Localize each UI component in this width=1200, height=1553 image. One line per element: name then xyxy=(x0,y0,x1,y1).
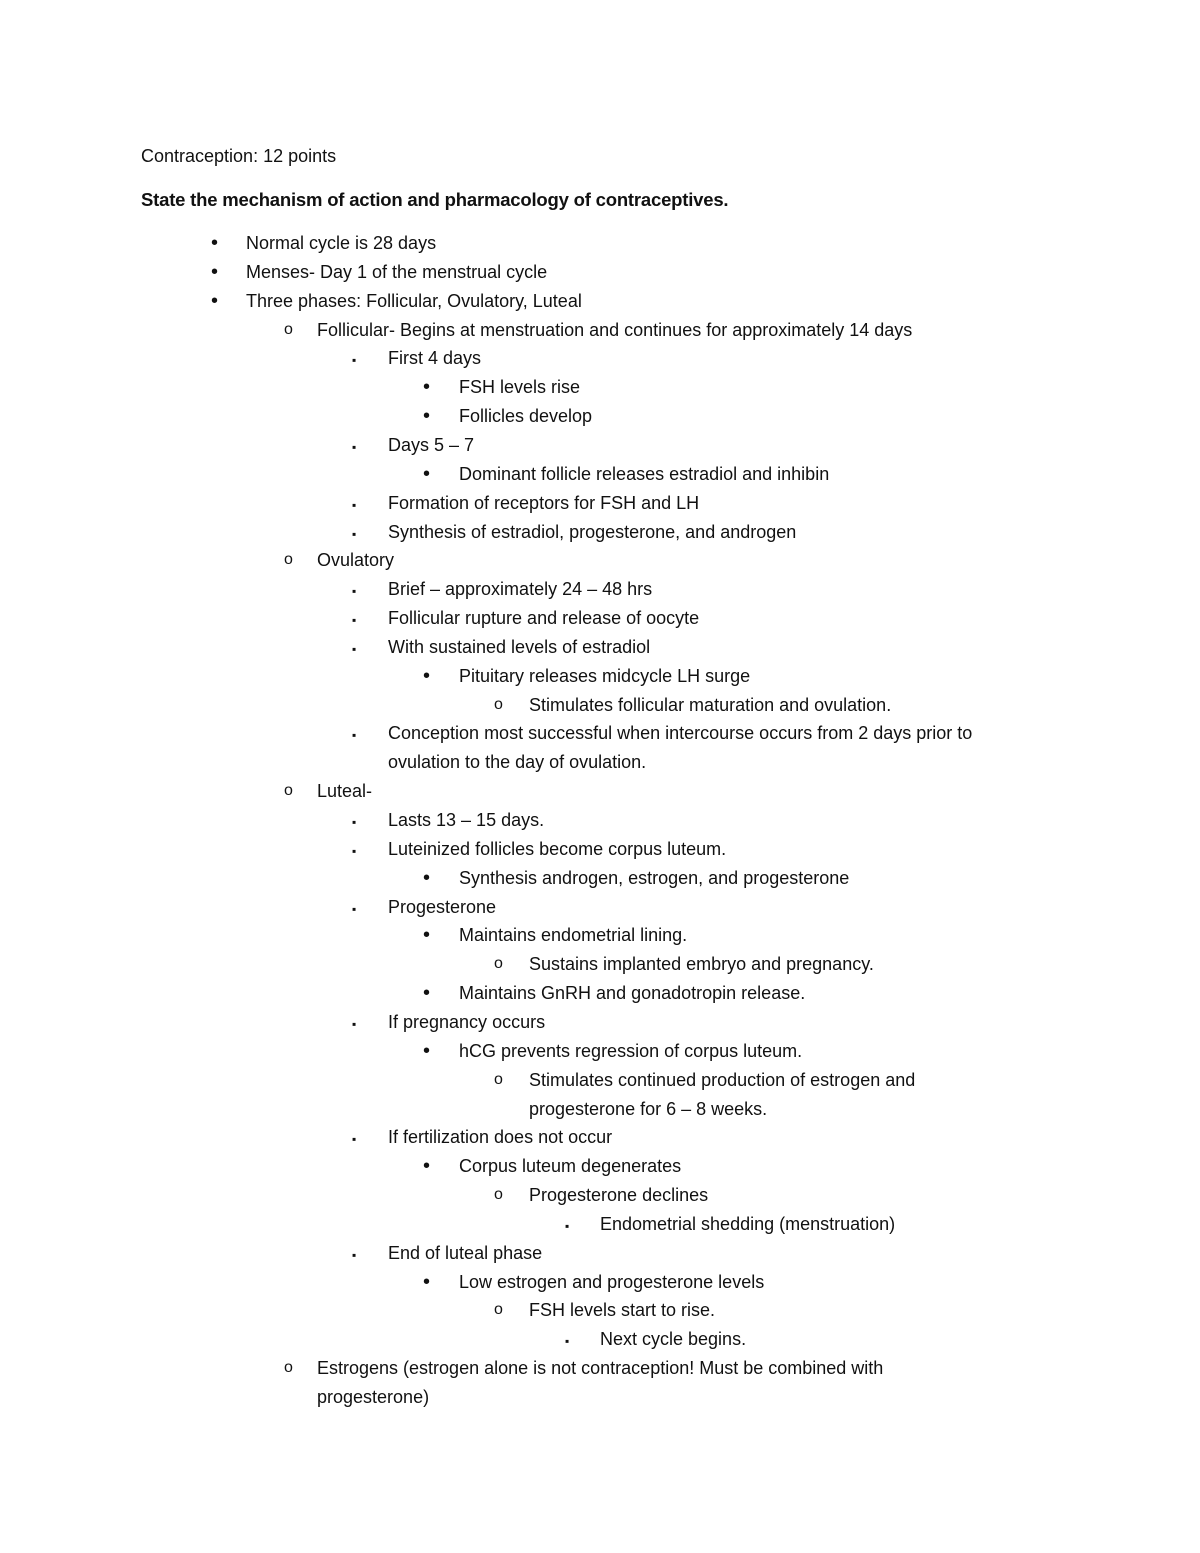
square-marker: ▪ xyxy=(352,1132,357,1147)
square-marker: ▪ xyxy=(352,439,357,454)
list-item: If pregnancy occurs xyxy=(388,1011,546,1032)
list-item: FSH levels start to rise. xyxy=(529,1300,716,1321)
square-marker: ▪ xyxy=(352,843,357,858)
bullet-marker: • xyxy=(423,924,431,947)
list-item: Formation of receptors for FSH and LH xyxy=(388,492,700,513)
square-marker: ▪ xyxy=(352,497,357,512)
bullet-marker: • xyxy=(211,289,219,312)
list-item: Three phases: Follicular, Ovulatory, Luteal xyxy=(246,290,582,311)
list-item: Progesterone declines xyxy=(529,1185,709,1206)
bullet-marker: • xyxy=(423,462,431,485)
list-item: Pituitary releases midcycle LH surge xyxy=(459,665,751,686)
list-item: hCG prevents regression of corpus luteum. xyxy=(459,1040,803,1061)
bullet-marker: • xyxy=(423,1039,431,1062)
list-item: Days 5 – 7 xyxy=(388,434,475,455)
square-marker: ▪ xyxy=(352,1247,357,1262)
square-marker: ▪ xyxy=(352,1016,357,1031)
list-item: With sustained levels of estradiol xyxy=(388,636,651,657)
square-marker: ▪ xyxy=(352,901,357,916)
list-item: ovulation to the day of ovulation. xyxy=(388,752,647,773)
bullet-marker: • xyxy=(423,1270,431,1293)
list-item: Luteinized follicles become corpus luteum. xyxy=(388,838,727,859)
circle-marker: o xyxy=(494,695,503,713)
bullet-marker: • xyxy=(423,1155,431,1178)
list-item: Conception most successful when intercourse occurs from 2 days prior to xyxy=(388,723,973,744)
list-item: Brief – approximately 24 – 48 hrs xyxy=(388,579,653,600)
list-item: Stimulates follicular maturation and ovulation. xyxy=(529,694,892,715)
circle-marker: o xyxy=(494,1186,503,1204)
bullet-marker: • xyxy=(423,664,431,687)
list-item: Estrogens (estrogen alone is not contraception! Must be combined with xyxy=(317,1358,884,1379)
square-marker: ▪ xyxy=(565,1334,570,1349)
list-item: Luteal- xyxy=(317,781,373,802)
list-item: Follicular- Begins at menstruation and continues for approximately 14 days xyxy=(317,319,913,340)
bullet-marker: • xyxy=(211,232,219,254)
square-marker: ▪ xyxy=(352,728,357,743)
list-item: Maintains GnRH and gonadotropin release. xyxy=(459,983,806,1004)
list-item: Synthesis androgen, estrogen, and progesterone xyxy=(459,867,850,888)
list-item: progesterone) xyxy=(317,1387,430,1407)
bullet-marker: • xyxy=(211,260,219,283)
document-title: Contraception: 12 points xyxy=(141,146,337,166)
list-item: End of luteal phase xyxy=(388,1242,543,1263)
circle-marker: o xyxy=(284,782,293,800)
circle-marker: o xyxy=(494,1301,503,1319)
circle-marker: o xyxy=(284,1359,293,1377)
list-item: Low estrogen and progesterone levels xyxy=(459,1271,765,1292)
list-item: progesterone for 6 – 8 weeks. xyxy=(529,1098,768,1119)
list-item: Next cycle begins. xyxy=(600,1329,747,1350)
list-item: Progesterone xyxy=(388,896,497,917)
square-marker: ▪ xyxy=(352,353,357,368)
circle-marker: o xyxy=(284,551,293,569)
circle-marker: o xyxy=(284,320,293,338)
section-heading: State the mechanism of action and pharmacology of contraceptives. xyxy=(141,189,729,210)
square-marker: ▪ xyxy=(352,815,357,829)
list-item: Lasts 13 – 15 days. xyxy=(388,810,545,830)
circle-marker: o xyxy=(494,955,503,973)
list-item: Menses- Day 1 of the menstrual cycle xyxy=(246,261,548,282)
list-item: Synthesis of estradiol, progesterone, and androgen xyxy=(388,521,797,542)
square-marker: ▪ xyxy=(565,1218,570,1233)
list-item: First 4 days xyxy=(388,348,482,369)
list-item: Maintains endometrial lining. xyxy=(459,925,688,946)
list-item: FSH levels rise xyxy=(459,377,581,398)
bullet-marker: • xyxy=(423,376,431,399)
list-item: Ovulatory xyxy=(317,550,395,571)
circle-marker: o xyxy=(494,1070,503,1088)
bullet-marker: • xyxy=(423,405,431,428)
square-marker: ▪ xyxy=(352,526,357,541)
list-item: Dominant follicle releases estradiol and inhibin xyxy=(459,463,830,484)
list-item: Corpus luteum degenerates xyxy=(459,1156,682,1177)
list-item: Sustains implanted embryo and pregnancy. xyxy=(529,954,874,975)
square-marker: ▪ xyxy=(352,613,357,628)
list-item: Follicles develop xyxy=(459,406,593,427)
square-marker: ▪ xyxy=(352,584,357,599)
bullet-marker: • xyxy=(423,866,431,889)
square-marker: ▪ xyxy=(352,641,357,656)
bullet-marker: • xyxy=(423,982,431,1005)
list-item: If fertilization does not occur xyxy=(388,1127,613,1148)
list-item: Endometrial shedding (menstruation) xyxy=(600,1213,896,1234)
list-item: Stimulates continued production of estrogen and xyxy=(529,1069,916,1090)
list-item: Normal cycle is 28 days xyxy=(246,233,437,253)
list-item: Follicular rupture and release of oocyte xyxy=(388,608,700,629)
